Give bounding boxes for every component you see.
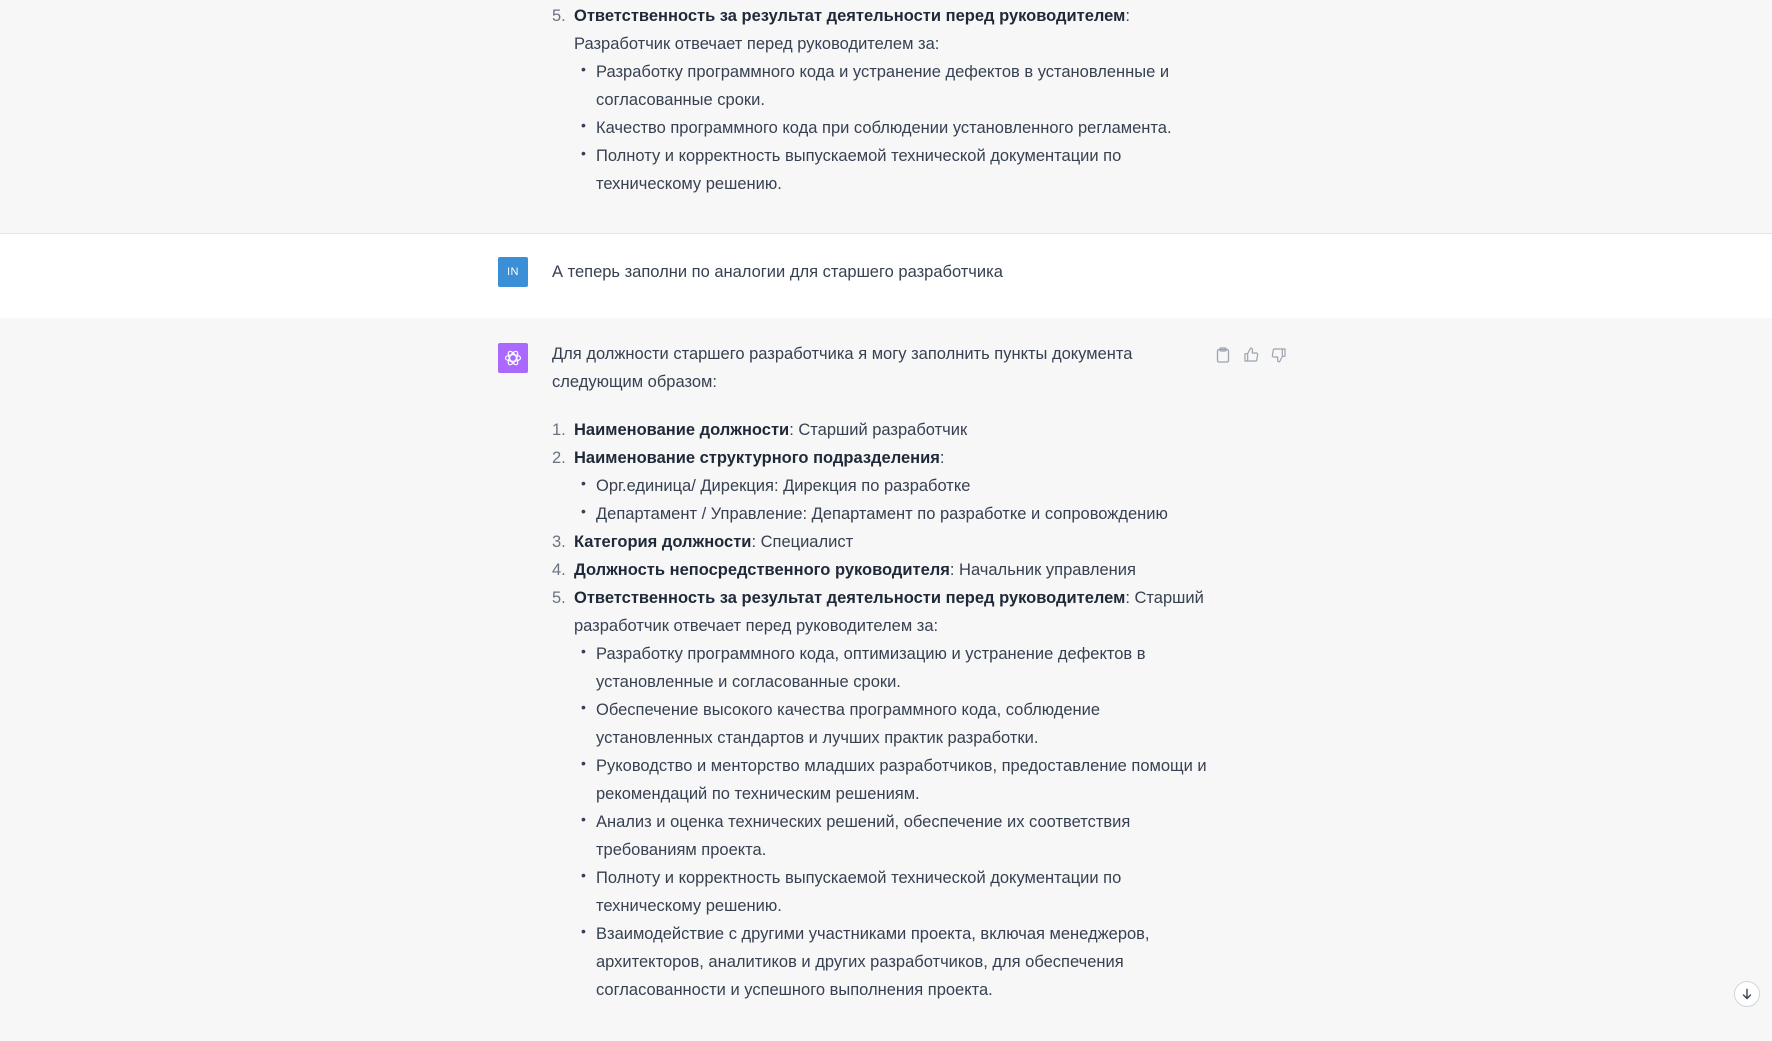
user-message-text: А теперь заполни по аналогии для старшего разработчика: [552, 263, 1003, 281]
message-actions: [1214, 346, 1288, 364]
list-number: 1.: [552, 421, 566, 439]
assistant-message-previous: [0, 0, 1772, 233]
list-item: [552, 2, 1212, 198]
list-item: [552, 528, 1212, 556]
list-item: [552, 556, 1212, 584]
list-item-value: : Специалист: [751, 533, 854, 551]
thumbs-up-button[interactable]: [1242, 346, 1260, 364]
list-item: [552, 444, 1212, 528]
bullet-item: • Анализ и оценка технических решений, обеспечение их соответствия требованиям проекта.: [574, 808, 1212, 864]
user-message: [0, 233, 1772, 319]
bullet-item: • Обеспечение высокого качества программного кода, соблюдение установленных стандартов и лучших практик разработки.: [574, 696, 1212, 752]
bullet-item: • Департамент / Управление: Департамент по разработке и сопровождению: [574, 500, 1212, 528]
list-item-intro: Разработчик отвечает перед руководителем за:: [574, 35, 940, 53]
reply-intro: Для должности старшего разработчика я могу заполнить пункты документа следующим образом:: [552, 345, 1133, 391]
bullet-item: • Полноту и корректность выпускаемой технической документации по техническому решению.: [574, 864, 1212, 920]
numbered-list: [552, 2, 1212, 198]
bullet-item: • Полноту и корректность выпускаемой технической документации по техническому решению.: [574, 142, 1212, 198]
list-item-value: : Старший разработчик: [789, 421, 968, 439]
thumbs-down-button[interactable]: [1270, 346, 1288, 364]
bullet-list: [574, 58, 1212, 198]
arrow-down-icon: [1741, 988, 1753, 1000]
list-item-value: :: [939, 449, 945, 467]
bullet-item: • Разработку программного кода, оптимизацию и устранение дефектов в установленные и согласованные сроки.: [574, 640, 1212, 696]
list-item-colon: :: [1125, 7, 1130, 25]
user-avatar-initials: IN: [507, 266, 519, 278]
thumbs-down-icon: [1271, 347, 1287, 363]
message-content: [552, 340, 1212, 1004]
list-number: 5.: [552, 7, 566, 25]
user-avatar: [498, 257, 528, 287]
bullet-item: • Качество программного кода при соблюдении установленного регламента.: [574, 114, 1212, 142]
openai-logo-icon: [503, 348, 523, 368]
list-item-value: : Начальник управления: [949, 561, 1136, 579]
list-item-title: Категория должности: [574, 533, 752, 551]
list-number: 5.: [552, 589, 566, 607]
bullet-item: • Орг.единица/ Дирекция: Дирекция по разработке: [574, 472, 1212, 500]
bullet-item: • Разработку программного кода и устранение дефектов в установленные и согласованные сроки.: [574, 58, 1212, 114]
clipboard-icon: [1216, 347, 1230, 363]
list-item-title: Наименование должности: [574, 421, 790, 439]
list-number: 2.: [552, 449, 566, 467]
thumbs-up-icon: [1243, 347, 1259, 363]
assistant-avatar: [498, 343, 528, 373]
list-item-title: Ответственность за результат деятельности перед руководителем: [574, 7, 1126, 25]
list-number: 3.: [552, 533, 566, 551]
numbered-list: [552, 416, 1212, 1004]
copy-button[interactable]: [1214, 346, 1232, 364]
list-item-value: : Старший разработчик отвечает перед руководителем за:: [574, 589, 1204, 635]
bullet-item: • Руководство и менторство младших разработчиков, предоставление помощи и рекомендаций по техническим решениям.: [574, 752, 1212, 808]
scroll-to-bottom-button[interactable]: [1734, 981, 1760, 1007]
list-item-title: Ответственность за результат деятельности перед руководителем: [574, 589, 1126, 607]
list-item-title: Должность непосредственного руководителя: [574, 561, 950, 579]
bullet-list: [574, 640, 1212, 1004]
message-content: [552, 2, 1212, 198]
bullet-list: [574, 472, 1212, 528]
assistant-message: [0, 318, 1772, 1041]
list-item: [552, 584, 1212, 1004]
bullet-item: • Взаимодействие с другими участниками проекта, включая менеджеров, архитекторов, аналитиков и других разработчиков, для обеспечения согласованности и успешного выполнения проекта.: [574, 920, 1212, 1004]
list-item-title: Наименование структурного подразделения: [574, 449, 940, 467]
list-number: 4.: [552, 561, 566, 579]
list-item: [552, 416, 1212, 444]
